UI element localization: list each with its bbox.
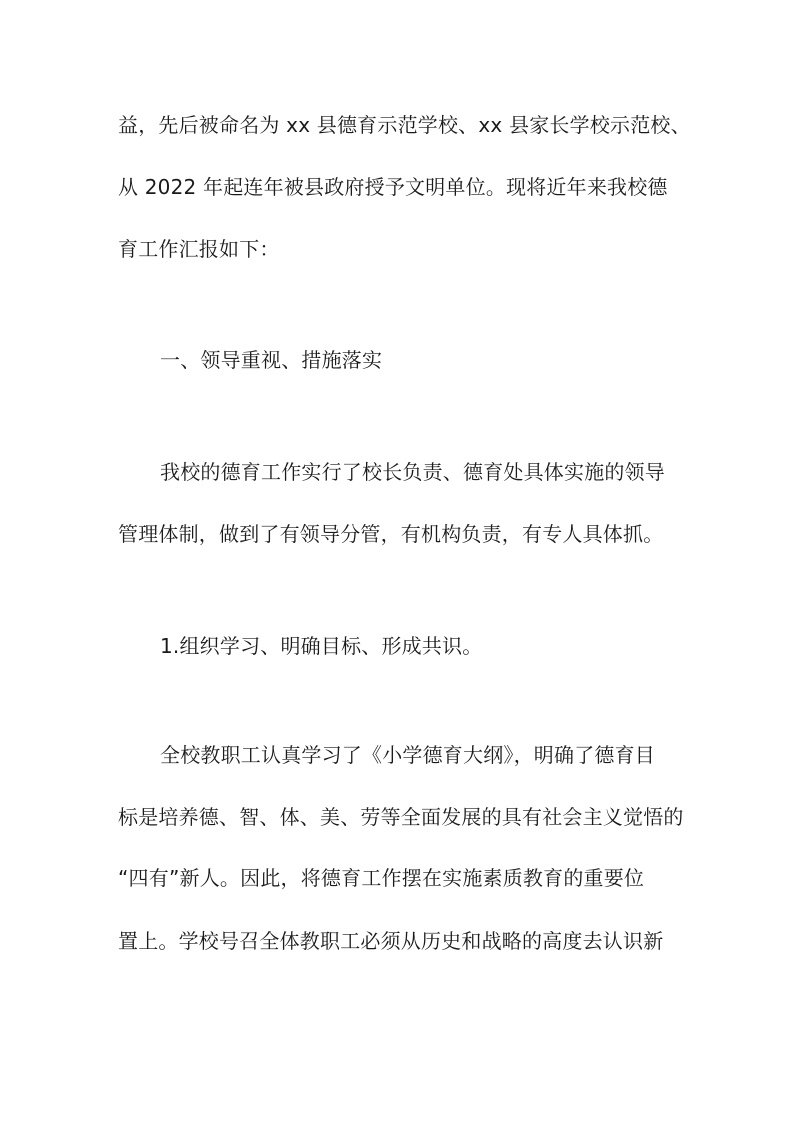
paragraph-line: 育工作汇报如下： [118,237,280,261]
paragraph-line: 益，先后被命名为 xx 县德育示范学校、xx 县家长学校示范校、 [118,113,691,137]
subsection-heading: 1.组织学习、明确目标、形成共识。 [160,634,483,658]
paragraph-line: “四有”新人。因此，将德育工作摆在实施素质教育的重要位 [118,866,645,890]
paragraph-line: 从 2022 年起连年被县政府授予文明单位。现将近年来我校德 [118,175,668,199]
paragraph-line: 我校的德育工作实行了校长负责、德育处具体实施的领导 [160,460,665,484]
section-heading: 一、领导重视、措施落实 [160,348,383,372]
paragraph-line: 管理体制，做到了有领导分管，有机构负责，有专人具体抓。 [118,522,664,546]
paragraph-line: 全校教职工认真学习了《小学德育大纲》，明确了德育目 [160,743,655,767]
paragraph-line: 置上。学校号召全体教职工必须从历史和战略的高度去认识新 [118,929,664,953]
paragraph-line: 标是培养德、智、体、美、劳等全面发展的具有社会主义觉悟的 [118,805,684,829]
